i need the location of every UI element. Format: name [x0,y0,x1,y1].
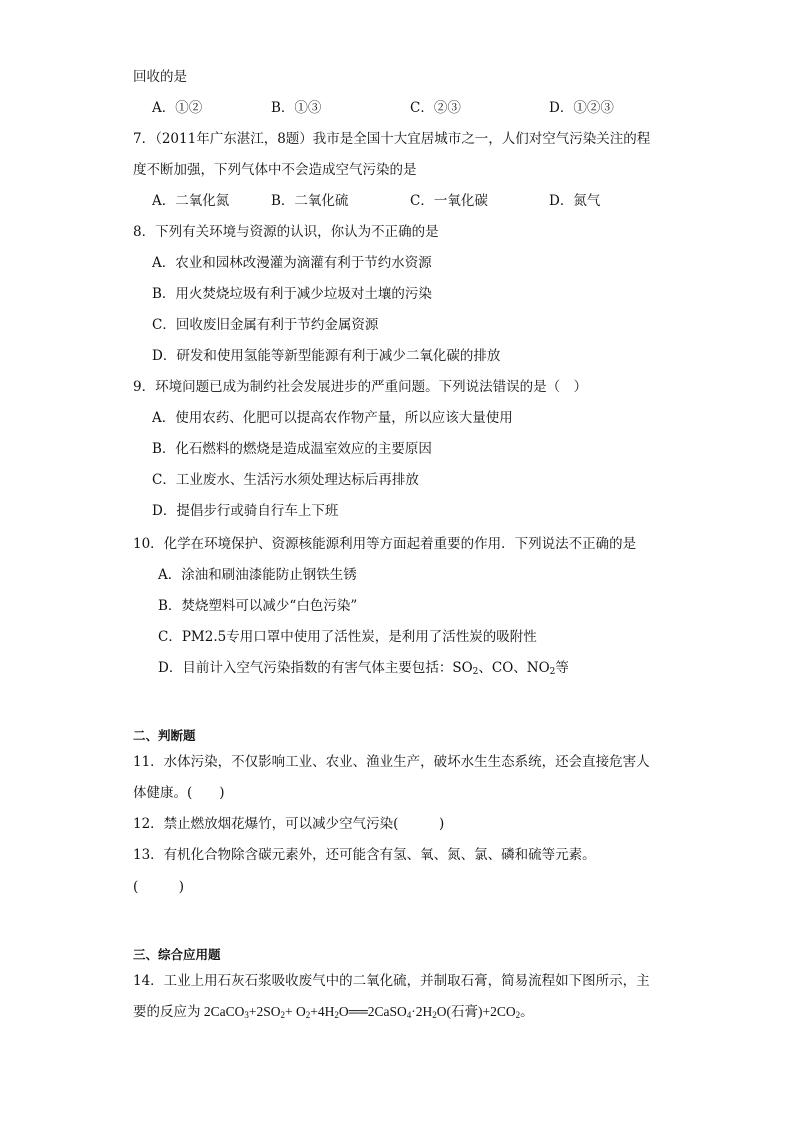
q7-option-c: C．一氧化碳 [410,193,488,209]
q12: 12．禁止燃放烟花爆竹，可以减少空气污染( ) [133,816,445,832]
q10-d-prefix: D．目前计入空气污染指数的有害气体主要包括：SO [158,660,473,676]
q13-line2: ( ) [133,879,185,895]
q9-option-a: A．使用农药、化肥可以提高农作物产量，所以应该大量使用 [152,410,513,426]
q14-line1: 14．工业上用石灰石浆吸收废气中的二氧化硫，并制取石膏，简易流程如下图所示，主 [133,973,650,989]
section-heading-judgment: 二、判断题 [133,728,196,743]
q7-option-b: B．二氧化硫 [271,193,349,209]
eq-part: +2SO [248,1004,281,1019]
q10-d-suffix: 等 [555,660,569,676]
q10-d-sub-so2: 2 [472,667,479,677]
q7-option-d: D．氮气 [549,193,601,209]
eq-part: ·2H [411,1004,433,1019]
q6-option-a: A．①② [152,100,203,116]
eq-sub: 2 [334,1010,339,1020]
q6-option-d: D．①②③ [549,100,614,116]
q10-d-sub-no2: 2 [549,667,556,677]
q7-option-a: A．二氧化氮 [152,193,230,209]
q6-option-c: C．②③ [410,100,461,116]
q9-stem: 9．环境问题已成为制约社会发展进步的严重问题。下列说法错误的是（ ） [133,379,588,395]
q10-option-b: B．焚烧塑料可以减少“白色污染” [158,598,358,614]
q10-option-c: C．PM2.5专用口罩中使用了活性炭，是利用了活性炭的吸附性 [158,629,537,645]
q7-stem-line2: 度不断加强，下列气体中不会造成空气污染的是 [133,162,417,178]
eq-part: 。 [520,1004,534,1019]
q8-stem: 8．下列有关环境与资源的认识，你认为不正确的是 [133,224,439,240]
eq-sub: 2 [305,1010,311,1020]
eq-part: O══2CaSO [338,1004,407,1019]
q11-line2: 体健康。( ) [133,785,225,801]
q10-option-a: A．涂油和刷油漆能防止钢铁生锈 [158,567,357,583]
eq-part: O(石膏)+2CO [436,1004,516,1019]
q10-d-mid: 、CO、NO [478,660,550,676]
section-heading-application: 三、综合应用题 [133,947,221,962]
q8-option-c: C．回收废旧金属有利于节约金属资源 [152,317,379,333]
eq-part: +4H [310,1004,335,1019]
q13-line1: 13．有机化合物除含碳元素外，还可能含有氢、氧、氮、氯、磷和硫等元素。 [133,847,596,863]
eq-sub: 2 [280,1010,285,1020]
q9-option-d: D．提倡步行或骑自行车上下班 [152,503,339,519]
q7-stem-line1: 7．（2011年广东湛江，8题）我市是全国十大宜居城市之一，人们对空气污染关注的程 [133,131,651,147]
q10-stem: 10．化学在环境保护、资源核能源利用等方面起着重要的作用．下列说法不正确的是 [133,536,637,552]
eq-sub: 2 [432,1010,437,1020]
eq-sub: 2 [515,1010,521,1020]
q6-stem-tail: 回收的是 [133,69,187,85]
q8-option-b: B．用火焚烧垃圾有利于减少垃圾对土壤的污染 [152,286,432,302]
q8-option-a: A．农业和园林改漫灌为滴灌有利于节约水资源 [152,255,432,271]
q10-option-d [158,659,569,677]
q6-option-b: B．①③ [271,100,322,116]
eq-part: + O [285,1004,306,1019]
q8-option-d: D．研发和使用氢能等新型能源有利于减少二氧化碳的排放 [152,348,501,364]
q9-option-b: B．化石燃料的燃烧是造成温室效应的主要原因 [152,441,432,457]
eq-sub: 3 [244,1010,249,1020]
eq-sub: 4 [406,1010,412,1020]
q11-line1: 11．水体污染，不仅影响工业、农业、渔业生产，破坏水生生态系统，还会直接危害人 [133,754,650,770]
q9-option-c: C．工业废水、生活污水须处理达标后再排放 [152,472,419,488]
q14-line2-equation [133,1003,534,1021]
eq-part: 要的反应为 2CaCO [133,1004,245,1019]
